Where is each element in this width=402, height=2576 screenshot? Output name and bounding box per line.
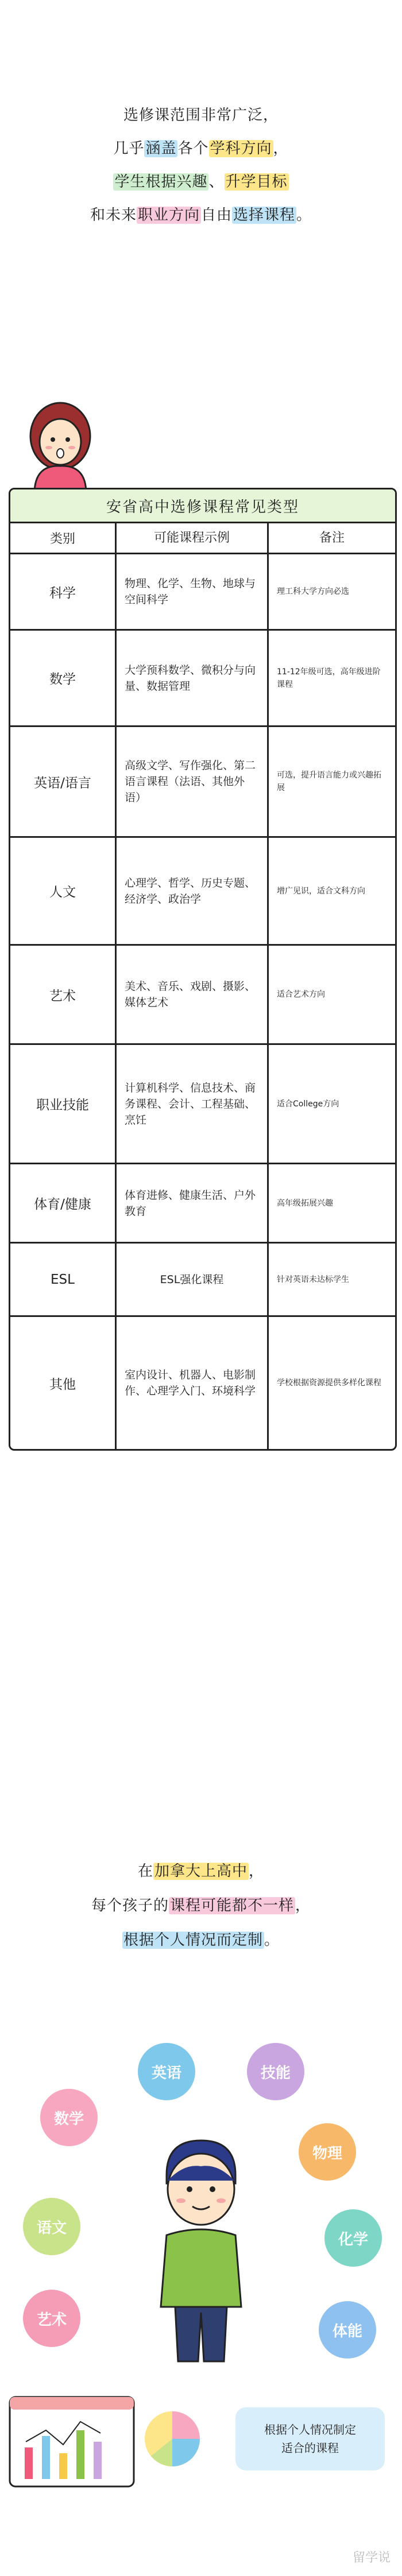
row-category: 艺术 <box>10 946 117 1043</box>
customize-card-line2: 适合的课程 <box>281 2441 339 2455</box>
row-note: 理工科大学方向必选 <box>277 587 349 596</box>
bubble-math: 数学 <box>40 2089 98 2146</box>
bubble-art: 艺术 <box>23 2290 80 2347</box>
customize-card-line1: 根据个人情况制定 <box>264 2423 356 2437</box>
row-examples: 计算机科学、信息技术、商务课程、会计、工程基础、烹饪 <box>117 1045 269 1163</box>
row-category: 职业技能 <box>10 1045 117 1163</box>
table-row <box>10 631 395 727</box>
intro-line-4: 和未来职业方向自由选择课程。 <box>90 207 312 224</box>
teacher-illustration <box>23 396 98 494</box>
row-note: 针对英语未达标学生 <box>277 1275 349 1284</box>
row-note: 可选，提升语言能力或兴趣拓展 <box>277 771 381 792</box>
intro-line-2: 几乎涵盖各个学科方向， <box>113 140 289 157</box>
table-row <box>10 1244 395 1317</box>
row-category: 科学 <box>10 554 117 629</box>
bubble-chemistry: 化学 <box>324 2209 382 2267</box>
row-examples: 室内设计、机器人、电影制作、心理学入门、环境科学 <box>117 1317 269 1449</box>
row-examples: 高级文学、写作强化、第二语言课程（法语、其他外语） <box>117 727 269 836</box>
pie-illustration <box>141 2407 204 2470</box>
row-category: 其他 <box>10 1317 117 1449</box>
outro-line-3: 根据个人情况而定制。 <box>123 1932 280 1949</box>
elective-course-table <box>9 488 397 1451</box>
header-examples: 可能课程示例 <box>117 523 269 553</box>
customize-card <box>235 2407 385 2470</box>
row-examples: 体育进修、健康生活、户外教育 <box>117 1164 269 1242</box>
bubble-physics: 物理 <box>299 2123 356 2181</box>
intro-line-3: 学生根据兴趣、升学目标 <box>114 173 288 191</box>
outro-line-2: 每个孩子的课程可能都不一样， <box>91 1897 311 1914</box>
bubble-pe: 体能 <box>319 2301 376 2359</box>
row-examples: 心理学、哲学、历史专题、经济学、政治学 <box>117 838 269 944</box>
row-note: 增广见识，适合文科方向 <box>277 886 365 896</box>
row-category: ESL <box>10 1244 117 1315</box>
row-examples: ESL强化课程 <box>117 1244 269 1315</box>
chart-illustration <box>9 2396 135 2488</box>
row-examples: 美术、音乐、戏剧、摄影、媒体艺术 <box>117 946 269 1043</box>
header-note: 备注 <box>319 530 345 545</box>
row-note: 11-12年级可选，高年级进阶课程 <box>277 667 381 689</box>
row-note: 学校根据资源提供多样化课程 <box>277 1378 381 1388</box>
header-category: 类别 <box>10 523 117 553</box>
table-row <box>10 1164 395 1244</box>
row-examples: 物理、化学、生物、地球与空间科学 <box>117 554 269 629</box>
intro-line-1: 选修课范围非常广泛， <box>123 107 279 124</box>
table-row <box>10 838 395 946</box>
table-row <box>10 1045 395 1164</box>
row-category: 数学 <box>10 631 117 725</box>
row-note: 适合College方向 <box>277 1099 339 1109</box>
bubble-chinese: 语文 <box>23 2198 80 2255</box>
row-note: 适合艺术方向 <box>277 990 325 999</box>
table-row <box>10 946 395 1045</box>
row-category: 体育/健康 <box>10 1164 117 1242</box>
row-category: 英语/语言 <box>10 727 117 836</box>
row-category: 人文 <box>10 838 117 944</box>
table-header-row <box>10 523 395 554</box>
table-title: 安省高中选修课程常见类型 <box>10 489 395 523</box>
row-note: 高年级拓展兴趣 <box>277 1198 333 1208</box>
watermark: 留学说 <box>352 2551 391 2565</box>
student-illustration <box>144 2135 258 2364</box>
outro-line-1: 在加拿大上高中， <box>137 1863 265 1880</box>
bubble-english: 英语 <box>138 2043 195 2100</box>
row-examples: 大学预科数学、微积分与向量、数据管理 <box>117 631 269 725</box>
table-row <box>10 554 395 631</box>
table-row <box>10 727 395 838</box>
bubble-skills: 技能 <box>247 2043 304 2100</box>
table-row <box>10 1317 395 1449</box>
